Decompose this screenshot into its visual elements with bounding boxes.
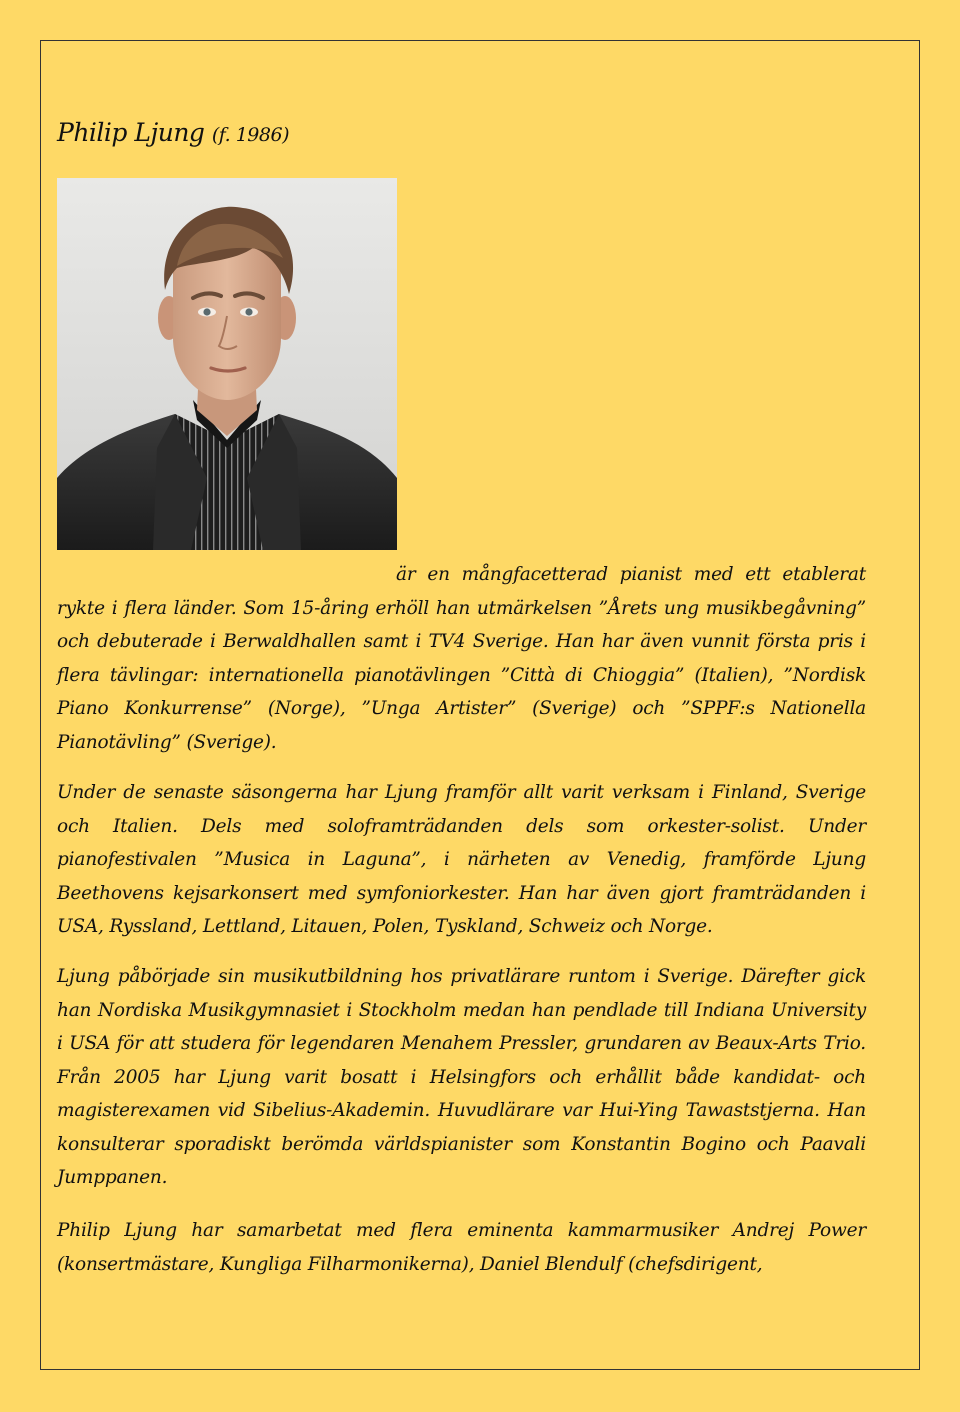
portrait-photo (57, 178, 397, 550)
title-name: Philip Ljung (57, 118, 205, 147)
bio-paragraph-education: Ljung påbörjade sin musikutbildning hos privatlärare runtom i Sverige. Därefter gick han Nordiska Musikgymnasiet i Stockholm medan han pendlade till Indiana University i USA för att studera för legendaren Menahem Pressler, grundaren av Beaux-Arts Trio. Från 2005 har Ljung varit bosatt i Helsingfors och erhållit både kandidat- och magisterexamen vid Sibelius-Akademin. Huvudlärare var Hui-Ying Tawaststjerna. Han konsulterar sporadiskt berömda världspianister som Konstantin Bogino och Paavali Jumppanen. (57, 966, 866, 1188)
page-title (57, 118, 289, 147)
bio-paragraph-intro: är en mångfacetterad pianist med ett etablerat rykte i flera länder. Som 15-åring erhöll han utmärkelsen ”Årets ung musikbegåvning” och debuterade i Berwaldhallen samt i TV4 Sverige. Han har även vunnit första pris i flera tävlingar: internationella pianotävlingen ”Città di Chioggia” (Italien), ”Nordisk Piano Konkurrense” (Norge), ”Unga Artister” (Sverige) och ”SPPF:s Nationella Pianotävling” (Sverige). (57, 564, 866, 753)
portrait-illustration (57, 178, 397, 550)
bio-paragraph-career: Under de senaste säsongerna har Ljung framför allt varit verksam i Finland, Sverige och Italien. Dels med soloframträdanden dels som orkester-solist. Under pianofestivalen ”Musica in Laguna”, i närheten av Venedig, framförde Ljung Beethovens kejsarkonsert med symfoniorkester. Han har även gjort framträdanden i USA, Ryssland, Lettland, Litauen, Polen, Tyskland, Schweiz och Norge. (57, 782, 866, 937)
title-years: (f. 1986) (211, 124, 289, 146)
bio-paragraph-collaborations: Philip Ljung har samarbetat med flera eminenta kammarmusiker Andrej Power (konsertmästare, Kungliga Filharmonikerna), Daniel Blendulf (chefsdirigent, (57, 1220, 866, 1275)
